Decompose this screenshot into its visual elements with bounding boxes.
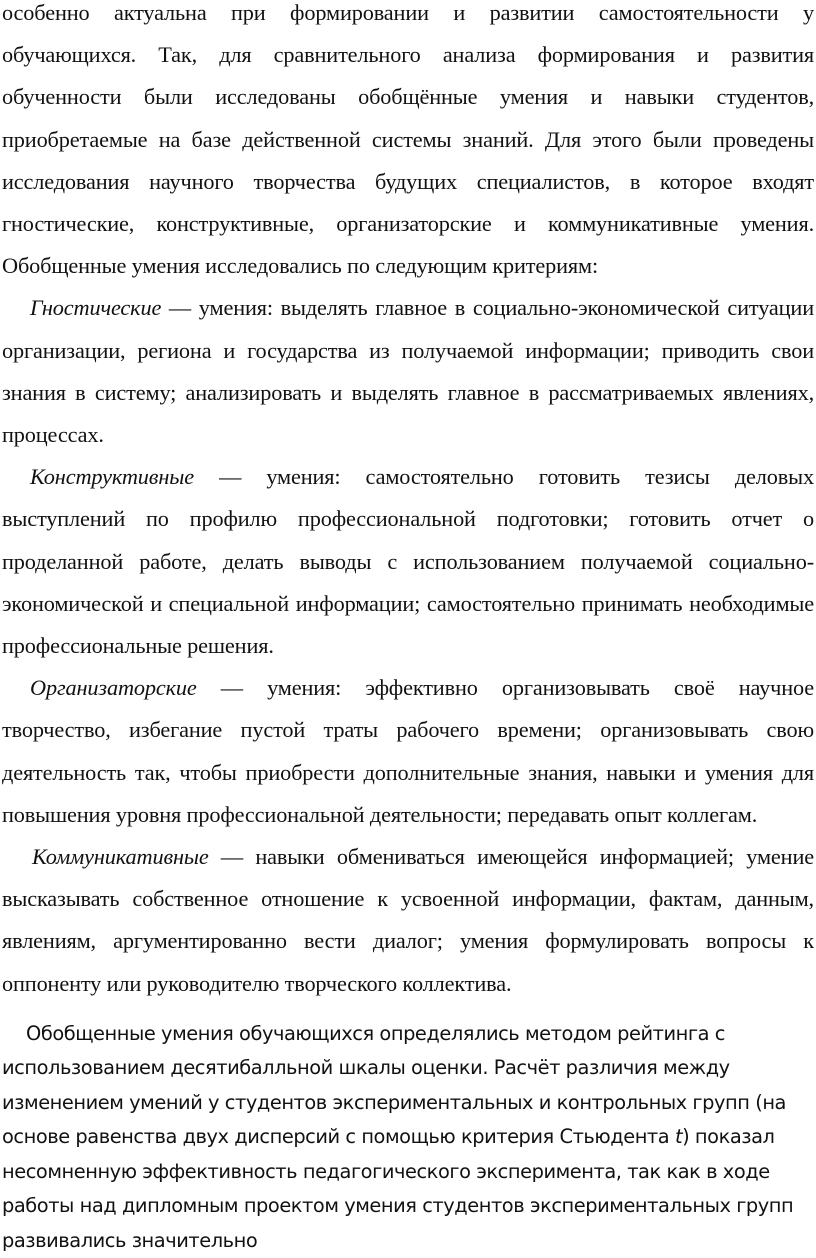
gnostic-paragraph (2, 287, 814, 456)
communicative-paragraph (2, 836, 814, 1005)
document-body (2, 0, 814, 1005)
organizational-term: Организаторские (30, 675, 197, 701)
conclusion-paragraph (2, 1017, 814, 1258)
organizational-paragraph (2, 667, 814, 836)
intro-paragraph: особенно актуальна при формировании и развитии самостоятельности у обучающихся. Так, для сравнительного анализа формирования и развития обученности были исследованы обобщённые умения и навыки студентов, приобретаемые на базе действенной системы знаний. Для этого были проведены исследования научного творчества будущих специалистов, в которое входят гностические, конструктивные, организаторские и коммуникативные умения. Обобщенные умения исследовались по следующим критериям: (2, 0, 814, 279)
gnostic-text: — умения: выделять главное в социально-экономической ситуации организации, региона и государства из получаемой информации; приводить свои знания в систему; анализировать и выделять главное в рассматриваемых явлениях, процессах. (2, 295, 814, 448)
constructive-paragraph (2, 456, 814, 667)
student-t-symbol: t (674, 1125, 683, 1149)
communicative-term: Коммуникативные (32, 844, 209, 870)
gnostic-term: Гностические (30, 295, 162, 321)
constructive-text: — умения: самостоятельно готовить тезисы деловых выступлений по профилю профессиональной подготовки; готовить отчет о проделанной работе, делать выводы с использованием получаемой социально-экономической и специальной информации; самостоятельно принимать необходимые профессиональные решения. (2, 464, 814, 659)
communicative-text: — навыки обмениваться имеющейся информацией; умение высказывать собственное отношение к усвоенной информации, фактам, данным, явлениям, аргументированно вести диалог; умения формулировать вопросы к оппоненту или руководителю творческого коллектива. (2, 844, 814, 996)
organizational-text: — умения: эффективно организовывать своё научное творчество, избегание пустой траты рабочего времени; организовывать свою деятельность так, чтобы приобрести дополнительные знания, навыки и умения для повышения уровня профессиональной деятельности; передавать опыт коллегам. (2, 675, 814, 827)
constructive-term: Конструктивные (30, 464, 194, 490)
conclusion-text-after: ) показал несомненную эффективность педагогического эксперимента, так как в ходе работы над дипломным проектом умения студентов экспериментальных групп развивались значительно (2, 1125, 794, 1252)
conclusion-text-before: Обобщенные умения обучающихся определялись методом рейтинга с использованием десятибалльной шкалы оценки. Расчёт различия между изменением умений у студентов экспериментальных и контрольных групп (на основе равенства двух дисперсий с помощью критерия Стьюдента (2, 1021, 786, 1149)
